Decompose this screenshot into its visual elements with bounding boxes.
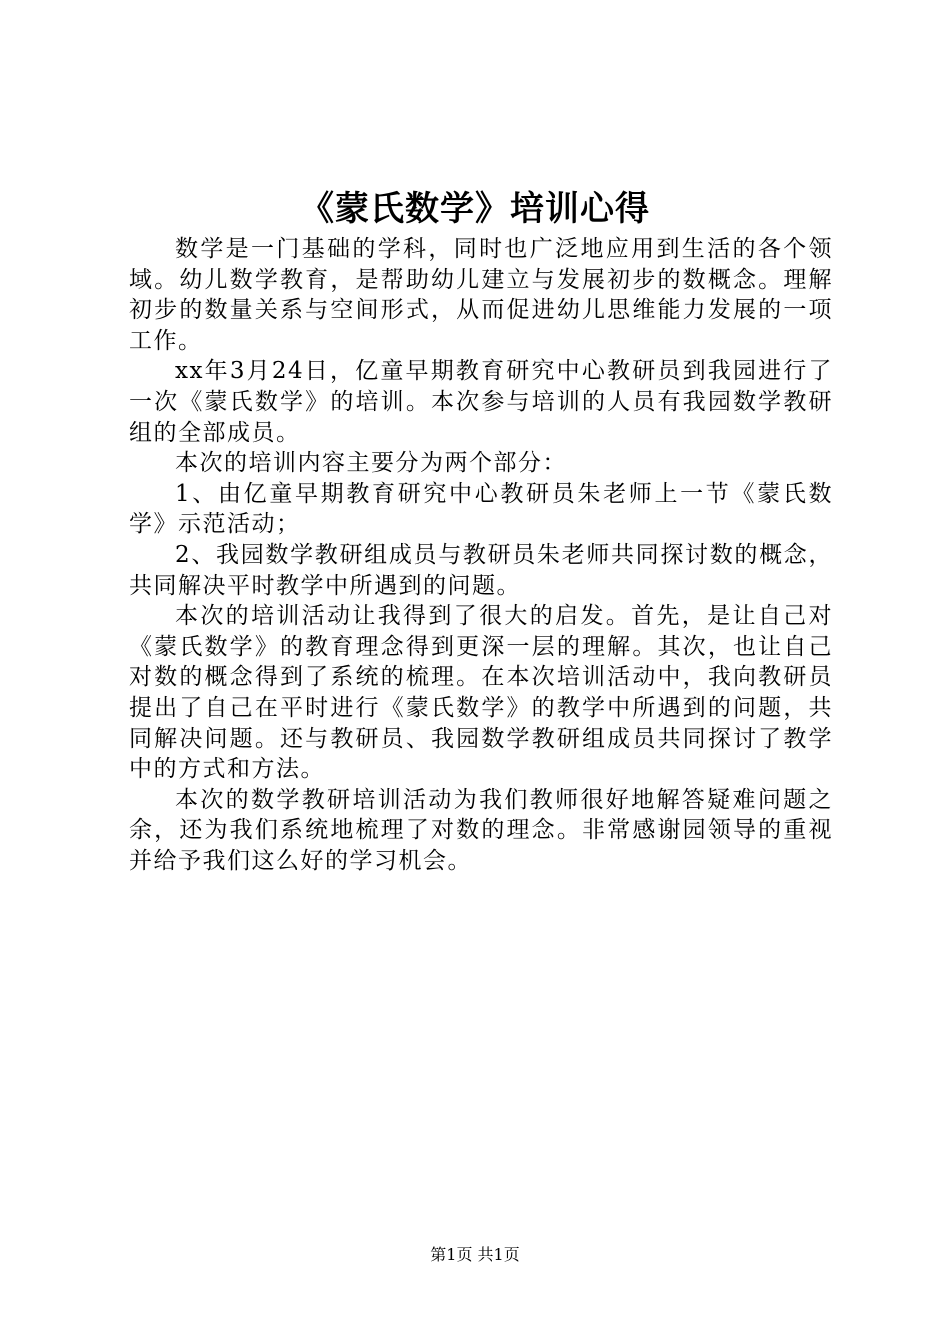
paragraph-training-event: xx年3月24日，亿童早期教育研究中心教研员到我园进行了一次《蒙氏数学》的培训。本次参与培训的人员有我园数学教研组的全部成员。 — [129, 358, 833, 446]
paragraph-part-two: 2、我园数学教研组成员与教研员朱老师共同探讨数的概念，共同解决平时教学中所遇到的问题。 — [129, 541, 833, 599]
document-title: 《蒙氏数学》培训心得 — [300, 189, 650, 229]
paragraph-content-overview: 本次的培训内容主要分为两个部分： — [175, 450, 567, 477]
document-body — [129, 234, 833, 876]
paragraph-part-one: 1、由亿童早期教育研究中心教研员朱老师上一节《蒙氏数学》示范活动； — [129, 480, 833, 538]
paragraph-intro: 数学是一门基础的学科，同时也广泛地应用到生活的各个领域。幼儿数学教育，是帮助幼儿建立与发展初步的数概念。理解初步的数量关系与空间形式，从而促进幼儿思维能力发展的一项工作。 — [129, 236, 833, 354]
paragraph-reflection: 本次的培训活动让我得到了很大的启发。首先，是让自己对《蒙氏数学》的教育理念得到更深一层的理解。其次，也让自己对数的概念得到了系统的梳理。在本次培训活动中，我向教研员提出了自己在平时进行《蒙氏数学》的教学中所遇到的问题，共同解决问题。还与教研员、我园数学教研组成员共同探讨了教学中的方式和方法。 — [129, 603, 833, 783]
page-number-footer: 第1页 共1页 — [430, 1245, 520, 1264]
paragraph-conclusion: 本次的数学教研培训活动为我们教师很好地解答疑难问题之余，还为我们系统地梳理了对数的理念。非常感谢园领导的重视并给予我们这么好的学习机会。 — [129, 786, 833, 874]
